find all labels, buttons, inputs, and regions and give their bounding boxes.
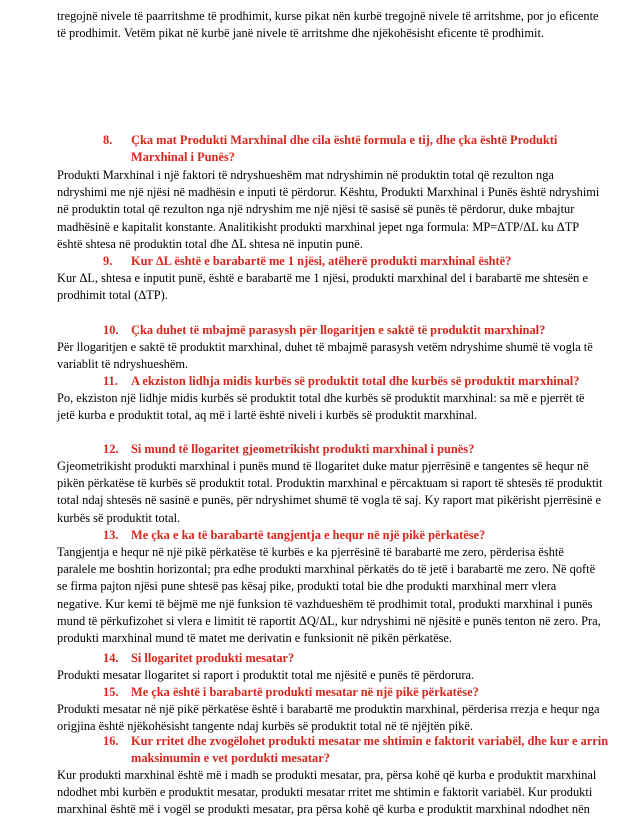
question-text: Çka duhet të mbajmë parasysh për llogaritjen e saktë të produktit marxhinal? xyxy=(131,323,546,337)
answer-paragraph-13: Tangjentja e hequr në një pikë përkatëse të kurbës e ka pjerrësinë të barabartë me zero, përderisa është paralele me boshtin horizontal; pra edhe produkti marxhinal përkatës do të jetë i barabartë me zero. Në qoftë se firma pajton njësi pune shtesë pas kësaj pike, produkti total bie dhe produkti marxhinal merr vlera negative. Kur kemi të bëjmë me një funksion të vazhdueshëm të prodhimit total, produkti marxhinal i punës mund të përkufizohet si vlera e limitit të raportit ΔQ/ΔL, kur ndryshimi në njësitë e punës tenton në zero. Pra, produkti marxhinal mund të matet me derivatin e funksionit në pikën përkatëse. xyxy=(57,545,601,646)
answer-paragraph-15: Produkti mesatar në një pikë përkatëse është i barabartë me produktin marxhinal, përderisa rrezja e hequr nga origjina është njëkohësisht tangente ndaj kurbës së produktit total në të njëjtën pikë. xyxy=(57,702,600,734)
question-text: A ekziston lidhja midis kurbës së produktit total dhe kurbës së produktit marxhinal? xyxy=(131,374,580,388)
question-heading-14 xyxy=(103,650,611,667)
question-text: Kur ΔL është e barabartë me 1 njësi, atëherë produkti marxhinal është? xyxy=(131,254,512,268)
answer-paragraph-10: Për llogaritjen e saktë të produktit marxhinal, duhet të mbajmë parasysh vetëm ndryshime shumë të vogla të variablit të ndryshueshëm. xyxy=(57,340,593,372)
answer-paragraph-11: Po, ekziston një lidhje midis kurbës së produktit total dhe kurbës së produktit marxhinal: sa më e pjerrët të jetë kurba e produktit total, aq më i lartë është niveli i kurbës së produktit marxhinal. xyxy=(57,391,585,423)
answer-paragraph-12: Gjeometrikisht produkti marxhinal i punës mund të llogaritet duke matur pjerrësinë e tangentes së hequr në pikën përkatëse të kurbës së produktit total. Produktin marxhinal e përcaktuam si raport të shtesës të produktit total ndaj shtesës në sasinë e punës, për ndryshimet shumë të vogla të saj. Ky raport mat pikërisht pjerrësinë e kurbës së produktit total. xyxy=(57,459,603,525)
question-heading-8 xyxy=(103,132,611,166)
question-text: Me çka është i barabartë produkti mesatar në një pikë përkatëse? xyxy=(131,685,479,699)
question-heading-16 xyxy=(103,733,611,767)
question-number: 16. xyxy=(103,734,119,748)
question-text: Si llogaritet produkti mesatar? xyxy=(131,651,295,665)
question-number: 12. xyxy=(103,442,119,456)
question-heading-11 xyxy=(103,373,611,390)
answer-paragraph-16: Kur produkti marxhinal është më i madh se produkti mesatar, pra, përsa kohë që kurba e produktit marxhinal ndodhet mbi kurbën e produktit mesatar, produkti mesatar rritet me shtimin e faktorit variabël. Kur produkti marxhinal është më i vogël se produkti mesatar, pra përsa kohë që kurba e produktit marxhinal ndodhet nën xyxy=(57,768,597,817)
question-number: 8. xyxy=(103,133,113,147)
question-heading-10 xyxy=(103,322,611,339)
question-text: Çka mat Produkti Marxhinal dhe cila është formula e tij, dhe çka është Produkti Marxhinal i Punës? xyxy=(131,133,558,165)
answer-paragraph-8: Produkti Marxhinal i një faktori të ndryshueshëm mat ndryshimin në produktin total që rezulton nga ndryshimi me një njësi në madhësin e inputi të përdorur. Kështu, Produkti Marxhinal i Punës është ndryshimi në produktin total që rezulton nga një ndryshim me një njësi të sasisë së punës të përdorur, duke mbajtur madhësinë e kapitalit konstante. Analitikisht produkti marxhinal jepet nga formula: MP=ΔTP/ΔL ku ΔTP është shtesa në produktin total dhe ΔL shtesa në inputin punë. xyxy=(57,168,600,251)
question-text: Si mund të llogaritet gjeometrikisht produkti marxhinal i punës? xyxy=(131,442,475,456)
question-number: 11. xyxy=(103,374,118,388)
question-heading-12 xyxy=(103,441,611,458)
question-heading-15 xyxy=(103,684,611,701)
intro-paragraph: tregojnë nivele të paarritshme të prodhimit, kurse pikat nën kurbë tregojnë nivele të arritshme, por jo eficente të prodhimit. Vetëm pikat në kurbë janë nivele të arritshme dhe njëkohësisht eficente të prodhimit. xyxy=(57,9,599,41)
question-text: Me çka e ka të barabartë tangjentja e hequr në një pikë përkatëse? xyxy=(131,528,486,542)
question-number: 14. xyxy=(103,651,119,665)
question-number: 10. xyxy=(103,323,119,337)
question-number: 9. xyxy=(103,254,113,268)
question-number: 15. xyxy=(103,685,119,699)
question-text: Kur rritet dhe zvogëlohet produkti mesatar me shtimin e faktorit variabël, dhe kur e arrin maksimumin e vet pordukti mesatar? xyxy=(131,734,609,766)
question-heading-9 xyxy=(103,253,611,270)
answer-paragraph-14: Produkti mesatar llogaritet si raport i produktit total me njësitë e punës të përdorura. xyxy=(57,668,475,682)
question-heading-13 xyxy=(103,527,611,544)
question-number: 13. xyxy=(103,528,119,542)
answer-paragraph-9: Kur ΔL, shtesa e inputit punë, është e barabartë me 1 njësi, produkti marxhinal del i barabartë me shtesën e prodhimit total (ΔTP). xyxy=(57,271,588,303)
